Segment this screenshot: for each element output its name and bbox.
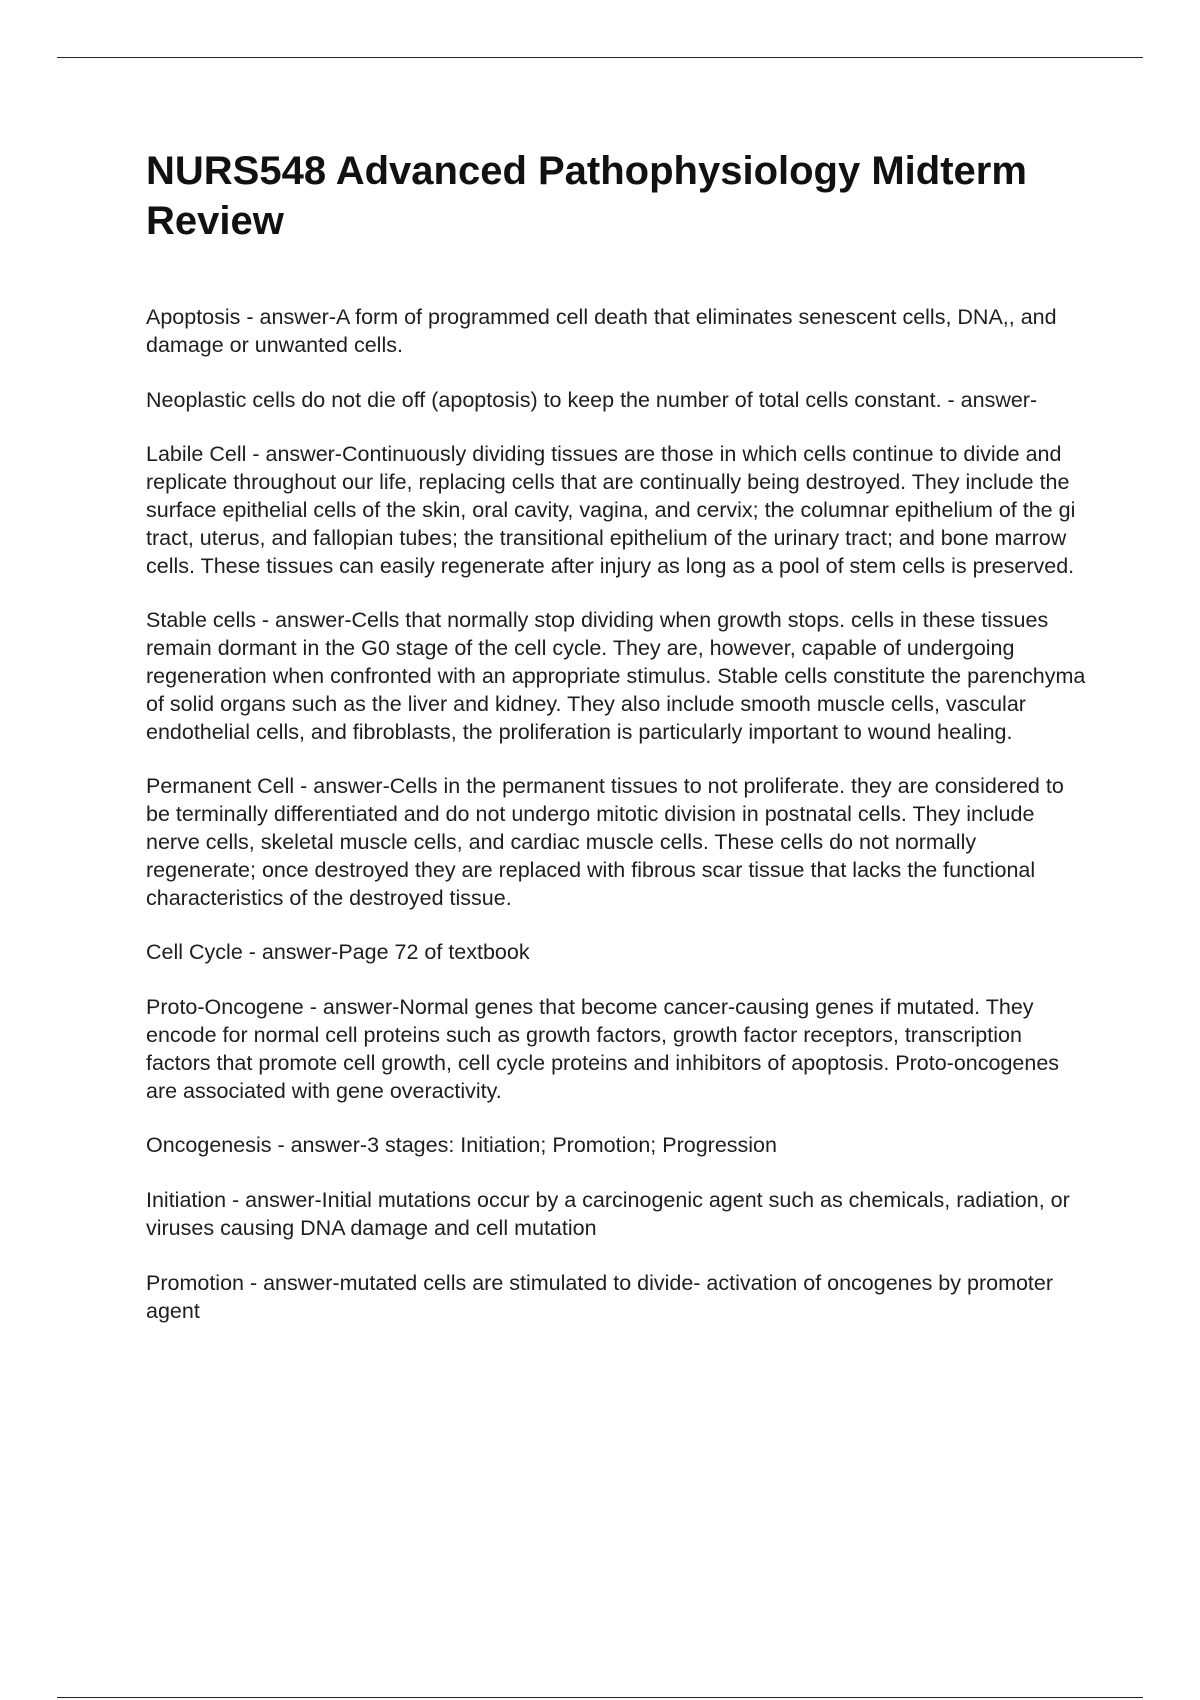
entry-neoplastic-cells: Neoplastic cells do not die off (apoptosis) to keep the number of total cells constant. - answer- [146, 387, 1038, 412]
entry-promotion: Promotion - answer-mutated cells are stimulated to divide- activation of oncogenes by promoter agent [146, 1270, 1054, 1323]
entry-proto-oncogene: Proto-Oncogene - answer-Normal genes that become cancer-causing genes if mutated. They encode for normal cell proteins such as growth factors, growth factor receptors, transcription factors that promote cell growth, cell cycle proteins and inhibitors of apoptosis. Proto-oncogenes are associated with gene overactivity. [146, 995, 1060, 1103]
header-divider [57, 57, 1143, 58]
entry-stable-cells: Stable cells - answer-Cells that normally stop dividing when growth stops. cells in these tissues remain dormant in the G0 stage of the cell cycle. They are, however, capable of undergoing regeneration when confronted with an appropriate stimulus. Stable cells constitute the parenchyma of solid organs such as the liver and kidney. They also include smooth muscle cells, vascular endothelial cells, and fibroblasts, the proliferation is particularly important to wound healing. [146, 608, 1086, 744]
entry-oncogenesis: Oncogenesis - answer-3 stages: Initiation; Promotion; Progression [146, 1133, 777, 1158]
entry-permanent-cell: Permanent Cell - answer-Cells in the permanent tissues to not proliferate. they are considered to be terminally differentiated and do not undergo mitotic division in postnatal cells. They include nerve cells, skeletal muscle cells, and cardiac muscle cells. These cells do not normally regenerate; once destroyed they are replaced with fibrous scar tissue that lacks the functional characteristics of the destroyed tissue. [146, 774, 1064, 910]
entry-list [146, 304, 1091, 1352]
page-title: NURS548 Advanced Pathophysiology Midterm Review [146, 149, 1027, 243]
entry-apoptosis: Apoptosis - answer-A form of programmed cell death that eliminates senescent cells, DNA,, and damage or unwanted cells. [146, 305, 1057, 357]
footer-divider [57, 1697, 1143, 1698]
entry-labile-cell: Labile Cell - answer-Continuously dividing tissues are those in which cells continue to divide and replicate throughout our life, replacing cells that are continually being destroyed. They include the surface epithelial cells of the skin, oral cavity, vagina, and cervix; the columnar epithelium of the gi tract, uterus, and fallopian tubes; the transitional epithelium of the urinary tract; and bone marrow cells. These tissues can easily regenerate after injury as long as a pool of stem cells is preserved. [146, 442, 1076, 578]
entry-initiation: Initiation - answer-Initial mutations occur by a carcinogenic agent such as chemicals, radiation, or viruses causing DNA damage and cell mutation [146, 1188, 1070, 1240]
entry-cell-cycle: Cell Cycle - answer-Page 72 of textbook [146, 940, 530, 965]
